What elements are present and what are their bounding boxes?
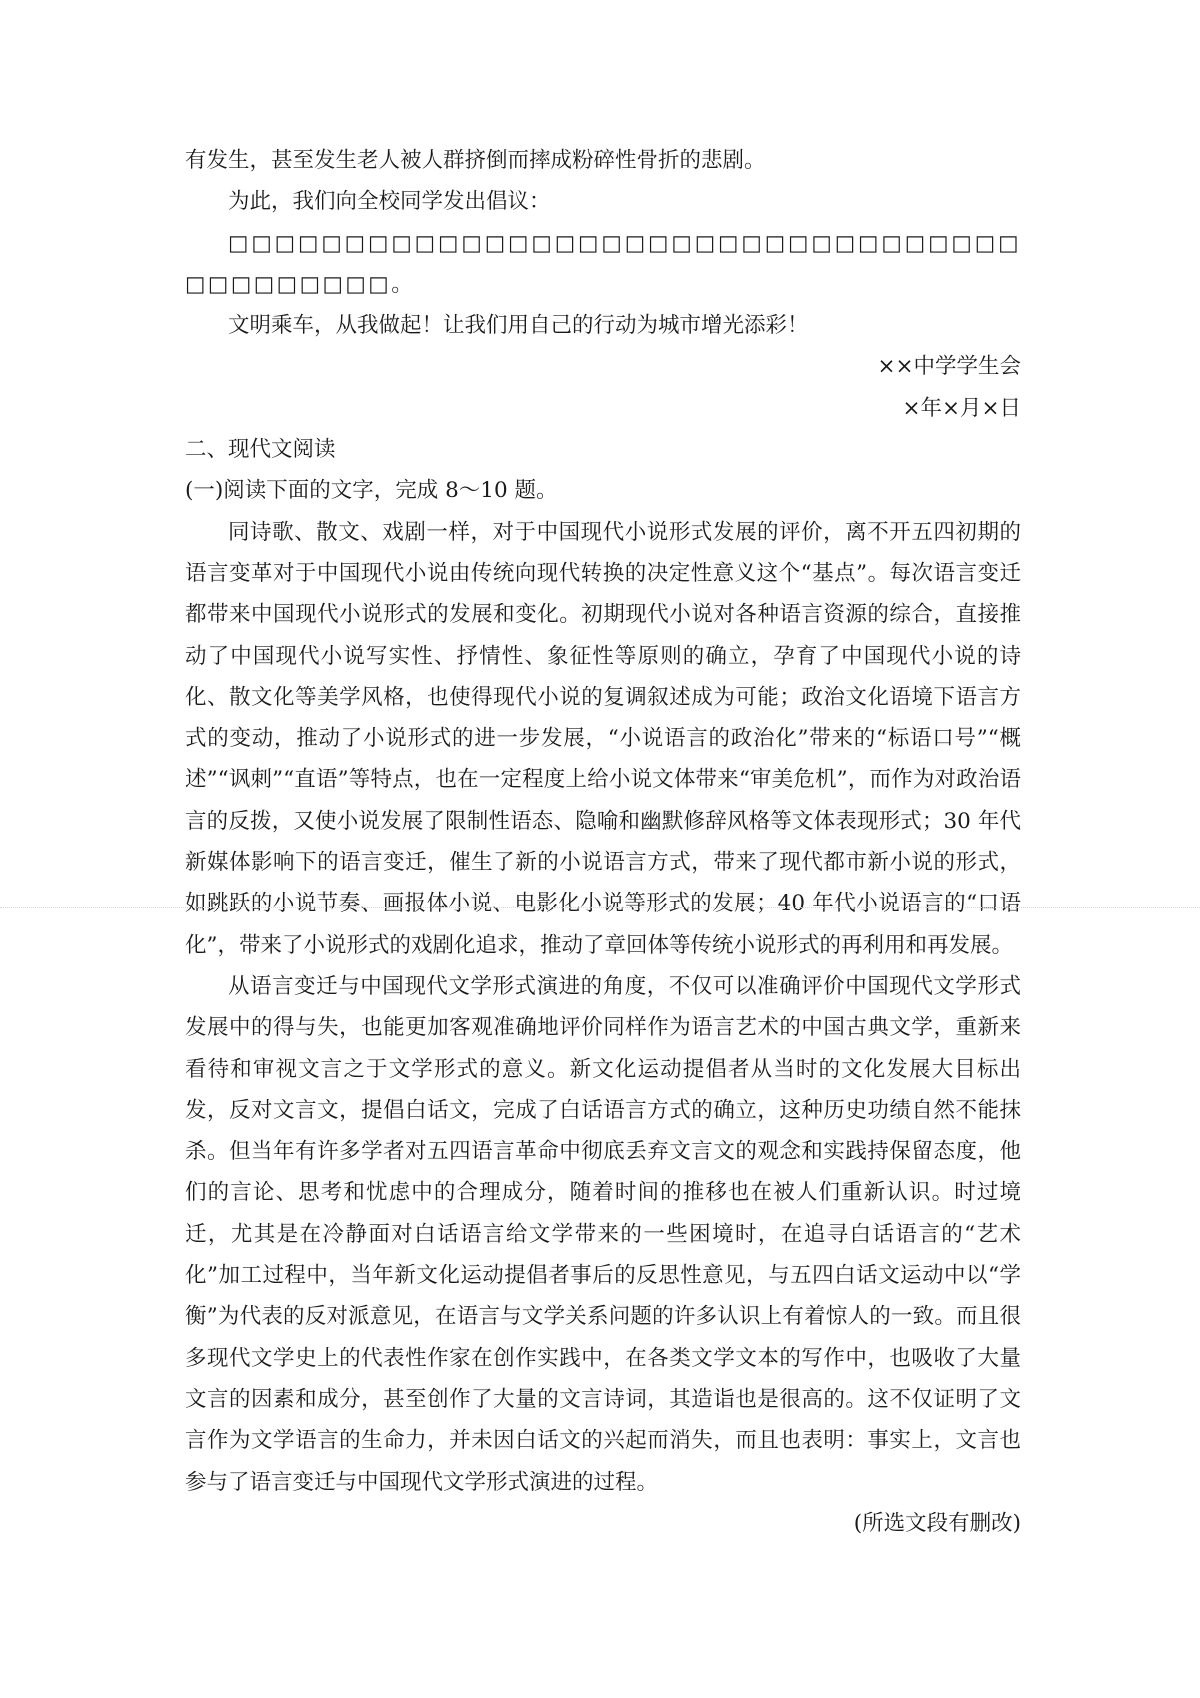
proposal-blanks: □□□□□□□□□□□□□□□□□□□□□□□□□□□□□□□□□□□□□□□□□□□。 <box>185 230 1021 297</box>
letter-tail-text: 有发生，甚至发生老人被人群挤倒而摔成粉碎性骨折的悲剧。 <box>185 148 766 173</box>
article-paragraph-2: 从语言变迁与中国现代文学形式演进的角度，不仅可以准确评价中国现代文学形式发展中的得与失，也能更加客观准确地评价同样作为语言艺术的中国古典文学，重新来看待和审视文言之于文学形式的意义。新文化运动提倡者从当时的文化发展大目标出发，反对文言文，提倡白话文，完成了白话语言方式的确立，这种历史功绩自然不能抹杀。但当年有许多学者对五四语言革命中彻底丢弃文言文的观念和实践持保留态度，他们的言论、思考和忧虑中的合理成分，随着时间的推移也在被人们重新认识。时过境迁，尤其是在冷静面对白话语言给文学带来的一些困境时，在追寻白话语言的“艺术化”加工过程中，当年新文化运动提倡者事后的反思性意见，与五四白话文运动中以“学衡”为代表的反对派意见，在语言与文学关系问题的许多认识上有着惊人的一致。而且很多现代文学史上的代表性作家在创作实践中，在各类文学文本的写作中，也吸收了大量文言的因素和成分，甚至创作了大量的文言诗词，其造诣也是很高的。这不仅证明了文言作为文学语言的生命力，并未因白话文的兴起而消失，而且也表明：事实上，文言也参与了语言变迁与中国现代文学形式演进的过程。 <box>185 973 1021 1495</box>
proposal-intro: 为此，我们向全校同学发出倡议： <box>228 189 551 215</box>
letter-signature: ××中学学生会 <box>877 354 1021 380</box>
page-fold-line <box>0 907 1200 908</box>
section-heading: 二、现代文阅读 <box>185 437 336 463</box>
document-page <box>185 140 1021 1544</box>
reading-instruction: (一)阅读下面的文字，完成 8～10 题。 <box>185 478 558 504</box>
source-note: (所选文段有删改) <box>853 1510 1021 1536</box>
letter-closing: 文明乘车，从我做起！让我们用自己的行动为城市增光添彩！ <box>228 313 809 339</box>
article-paragraph-1: 同诗歌、散文、戏剧一样，对于中国现代小说形式发展的评价，离不开五四初期的语言变革对于中国现代小说由传统向现代转换的决定性意义这个“基点”。每次语言变迁都带来中国现代小说形式的发展和变化。初期现代小说对各种语言资源的综合，直接推动了中国现代小说写实性、抒情性、象征性等原则的确立，孕育了中国现代小说的诗化、散文化等美学风格，也使得现代小说的复调叙述成为可能；政治文化语境下语言方式的变动，推动了小说形式的进一步发展，“小说语言的政治化”带来的“标语口号”“概述”“讽刺”“直语”等特点，也在一定程度上给小说文体带来“审美危机”，而作为对政治语言的反拨，又使小说发展了限制性语态、隐喻和幽默修辞风格等文体表现形式；30 年代新媒体影响下的语言变迁，催生了新的小说语言方式，带来了现代都市新小说的形式，如跳跃的小说节奏、画报体小说、电影化小说等形式的发展；40 年代小说语言的“口语化”，带来了小说形式的戏剧化追求，推动了章回体等传统小说形式的再利用和再发展。 <box>185 519 1021 958</box>
letter-date: ×年×月×日 <box>902 395 1021 421</box>
